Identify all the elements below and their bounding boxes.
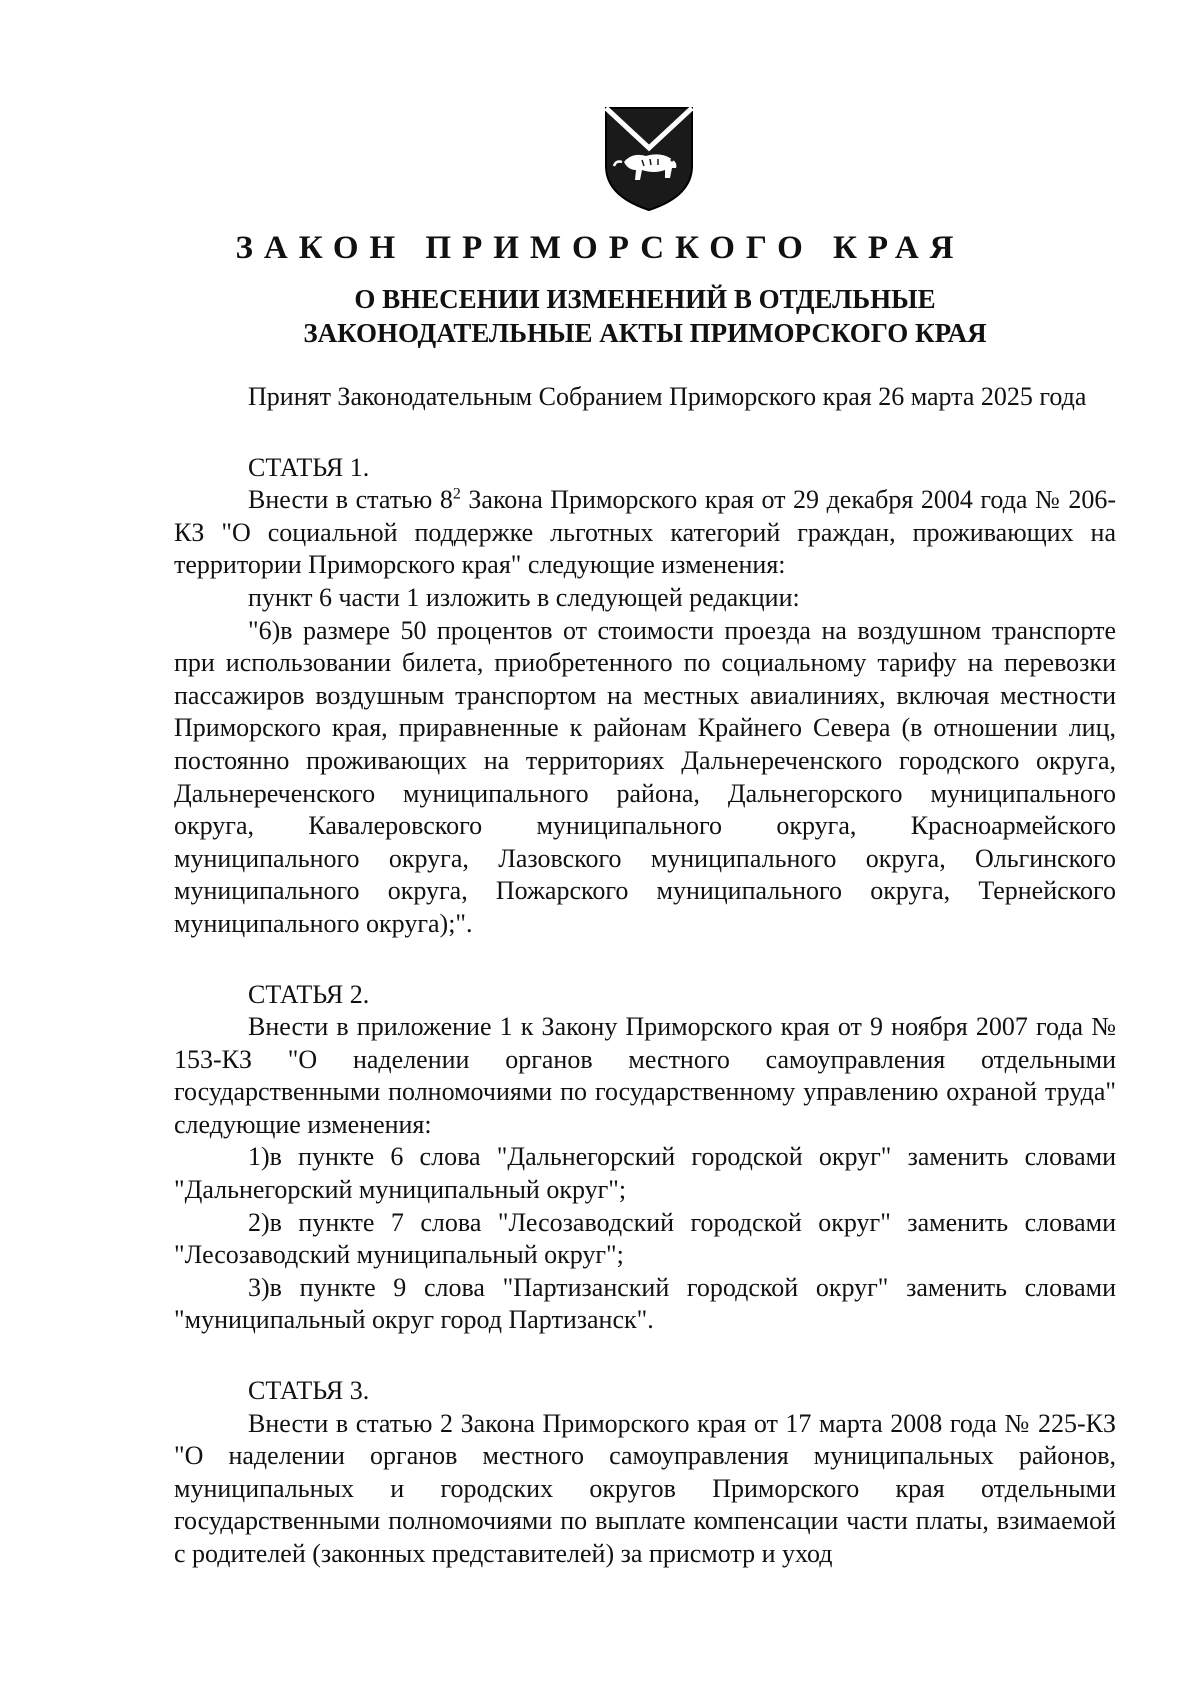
article-1-intro-end: Закона Приморского края от 29 декабря 2004 года № 206-КЗ "О социальной поддержке льготных категорий граждан, проживающих на территории Приморского края" следующие изменения:	[174, 485, 1116, 580]
primorsky-krai-coat-of-arms-icon	[602, 104, 696, 214]
law-subtitle-line-2: ЗАКОНОДАТЕЛЬНЫЕ АКТЫ ПРИМОРСКОГО КРАЯ	[303, 318, 987, 348]
article-2-item-3: 3)в пункте 9 слова "Партизанский городской округ" заменить словами "муниципальный округ город Партизанск".	[174, 1272, 1116, 1335]
law-title: ЗАКОН ПРИМОРСКОГО КРАЯ	[235, 230, 965, 266]
article-3-title: СТАТЬЯ 3.	[248, 1376, 370, 1406]
article-1-superscript: 2	[452, 485, 461, 503]
article-2-intro: Внести в приложение 1 к Закону Приморского края от 9 ноября 2007 года № 153-КЗ "О наделении органов местного самоуправления отдельными государственными полномочиями по государственному управлению охраной труда" следующие изменения:	[174, 1012, 1116, 1139]
article-3-intro: Внести в статью 2 Закона Приморского края от 17 марта 2008 года № 225-КЗ "О наделении органов местного самоуправления муниципальных районов, муниципальных и городских округов Приморского края отдельными государственными полномочиями по выплате компенсации части платы, взимаемой с родителей (законных представителей) за присмотр и уход	[174, 1408, 1116, 1568]
article-2-item-2: 2)в пункте 7 слова "Лесозаводский городской округ" заменить словами "Лесозаводский муниципальный округ";	[174, 1207, 1116, 1270]
article-1-intro	[174, 484, 1116, 582]
article-1-title: СТАТЬЯ 1.	[248, 452, 370, 482]
article-1-item: пункт 6 части 1 изложить в следующей редакции:	[248, 582, 800, 612]
document-body	[174, 381, 1116, 1571]
law-subtitle-line-1: О ВНЕСЕНИИ ИЗМЕНЕНИЙ В ОТДЕЛЬНЫЕ	[354, 284, 936, 314]
adoption-statement: Принят Законодательным Собранием Приморского края 26 марта 2025 года	[248, 382, 1087, 411]
law-subtitle	[170, 282, 1120, 350]
article-1-quote: "6)в размере 50 процентов от стоимости проезда на воздушном транспорте при использовании билета, приобретенного по социальному тарифу на перевозки пассажиров воздушным транспортом на местных авиалиниях, включая местности Приморского края, приравненные к районам Крайнего Севера (в отношении лиц, постоянно проживающих на территориях Дальнереченского городского округа, Дальнереченского муниципального района, Дальнегорского муниципального округа, Кавалеровского муниципального округа, Красноармейского муниципального округа, Лазовского муниципального округа, Ольгинского муниципального округа, Пожарского муниципального округа, Тернейского муниципального округа);".	[174, 615, 1116, 938]
article-2-item-1: 1)в пункте 6 слова "Дальнегорский городской округ" заменить словами "Дальнегорский муниципальный округ";	[174, 1142, 1116, 1205]
article-2-title: СТАТЬЯ 2.	[248, 979, 370, 1009]
article-1-intro-start: Внести в статью 8	[248, 485, 453, 515]
